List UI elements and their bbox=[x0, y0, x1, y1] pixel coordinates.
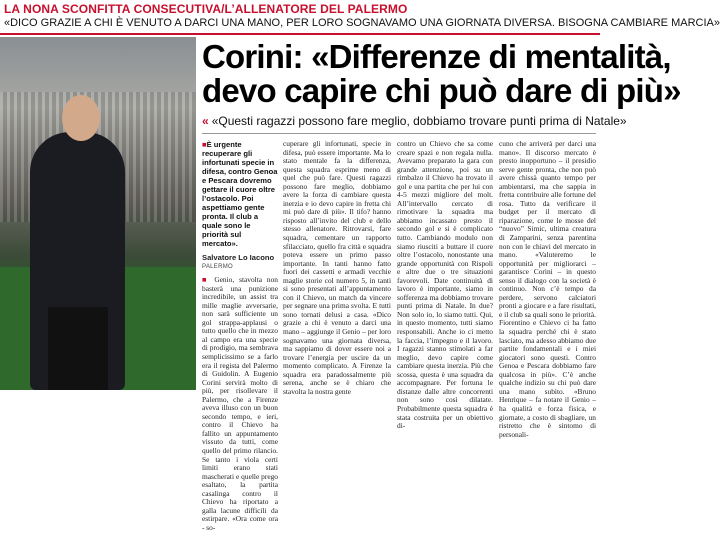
dateline: PALERMO bbox=[202, 263, 233, 270]
deck-quote: «DICO GRAZIE A CHI È VENUTO A DARCI UNA MANO, PER LORO SOGNAVAMO UNA GIORNATA DIVERSA. BISOGNA CAMBIARE MARCIA» bbox=[4, 17, 720, 29]
article-column-2 bbox=[283, 140, 391, 398]
subheadline-text: «Questi ragazzi possono fare meglio, dobbiamo trovare punti prima di Natale» bbox=[211, 114, 627, 128]
article-column-1 bbox=[202, 140, 278, 532]
author-name: Salvatore Lo Iacono bbox=[202, 253, 275, 262]
article-column-3 bbox=[397, 139, 493, 431]
headline-line-2: devo capire chi può dare di più» bbox=[202, 72, 681, 109]
divider bbox=[0, 33, 600, 35]
coach-head bbox=[62, 95, 100, 141]
headline-line-1: Corini: «Differenze di mentalità, bbox=[202, 38, 671, 75]
coach-legs bbox=[48, 307, 108, 390]
headline bbox=[202, 38, 681, 109]
kicker: LA NONA SCONFITTA CONSECUTIVA/L’ALLENATORE DEL PALERMO bbox=[4, 2, 408, 16]
body-text-2: cuperare gli infortunati, specie in difesa, può essere importante. Ma lo stato mentale fa la differenza, questa squadra esprime meno di quel che può fare. Questi ragazzi possono fare meglio, dobbiamo avere la forza di cambiare questa inerzia e io devo capire in fretta chi mi può dare di più». Il tifo? hanno risposto all’invito del club e dello stesso allenatore. Ritrovarsi, fare squadra, cementare un rapporto sfilacciato, quello fra città e squadra poteva essere un primo passo importante. In tanti hanno fatto fuori dei cassetti e armadi vecchie maglie storie col numero 5, in tanti si sono presentati all’appuntamento con il Chievo, un match da vincere per segnare una prima svolta. E tutti sono tornati delusi a casa. «Dico grazie a chi è venuto a darci una mano – aggiunge il Genio – per loro sognavamo una giornata diversa, ma sappiamo di dover essere noi a trovare l’energia per uscire da un momento complicato. A Firenze la squadra era paradossalmente più serena, anche se è chiaro che stavolta la nostra gente bbox=[283, 139, 391, 396]
body-text-3: contro un Chievo che sa come creare spazi e non regala nulla. Avevamo preparato la gara con grande attenzione, poi su un rimbalzo il Chievo ha trovato il gol e una partita che per lui con 4-5 mezzi migliore del molt. All’intervallo cercato di rimotivare la squadra ma abbiamo incassato presto il secondo gol e si è complicato tutto. Cambiando modulo non siamo riusciti a buttare il cuore oltre l’ostacolo, nonostante una grande opportunità con Rispoli e altre due o tre situazioni favorevoli. Date continuità di lavoro è importante, siamo in sofferenza ma dobbiamo trovare punti prima di Natale. In due? Non solo io, lo siamo tutti. Qui, in questo momento, tutti siamo responsabili. Anche io ci metto la faccia, l’impegno e il lavoro. I ragazzi stanno stimolati a far meglio, devo capire come cambiare questa inerzia. Più che scossa, questa è una squadra da accompagnare. Per fortuna le distanze dalle altre concorrenti non sono così dilatate. Probabilmente questa squadra è stata costruita per un obiettivo di- bbox=[397, 139, 493, 431]
separator bbox=[202, 133, 596, 134]
body-text-1: ■ Genio, stavolta non basterà una punizione incredibile, un assist tra mille maglie avversarie, non sarà sufficiente un gol strappa-applausi o tutto quello che in mezzo al campo era una specie di prodigio, ma sembrava semplicissimo se a farlo era il regista del Palermo di Guidolin. A Eugenio Corini servirà molto di più, per risollevare il Palermo, che a Firenze aveva illuso con un buon secondo tempo, e ieri, contro il Chievo ha fallito un appuntamento vissuto da tutti, come quello del primo rilancio. Se tanto i viola certi limiti erano stati mascherati e quelle prego esaltato, la partita casalinga contro il Chievo ha riportato a galla lacune difficili da estirpare. «Ora come ora - so- bbox=[202, 275, 278, 532]
body-text-4: cuno che arriverà per darci una mano». Il discorso mercato è presto inopportuno – il presidio serve gente pronta, che non può avere chissà quanto tempo per ambientarsi, ma che sappia in fretta contribuire alle fortune del rosa. Tutto da verificare il budget per il mercato di riparazione, come le mosse del “nuovo” Simic, ultima creatura di Zamparini, senza parentina non con le chiavi del mercato in mano. «Valuteremo le opportunità per migliorarci – garantisce Corini – in questo senso il dialogo con la società è continuo. Non c’è tempo da perdere, servono calciatori pronti a giocare e a fare risultati, e il club sa quali sono le priorità. Fiorentino e Chievo ci ha fatto la squadra perché chi è stato lasciato, ma adesso abbiamo due partite fondamentali e i miei giocatori sono questi. Contro Genoa e Pescara dobbiamo fare qualcosa in più». C’è anche qualche indizio su chi può dare una mano subito. «Bruno Henrique – fa notare il Genio – ha qualità e forza fisica, e giornate, a costo di sbagliare, un ristretto che è sintomo di personali- bbox=[499, 139, 596, 439]
quote-mark-icon: « bbox=[202, 114, 209, 128]
lead-paragraph: ■ È urgente recuperare gli infortunati specie in difesa, contro Genoa e Pescara dovremo gettare il cuore oltre l’ostacolo. Poi aspettiamo gente pronta. Il club a quale sono le priorità sul mercato». bbox=[202, 140, 278, 248]
subheadline bbox=[202, 114, 627, 128]
article-column-4 bbox=[499, 139, 596, 439]
coach-photo bbox=[0, 37, 196, 390]
